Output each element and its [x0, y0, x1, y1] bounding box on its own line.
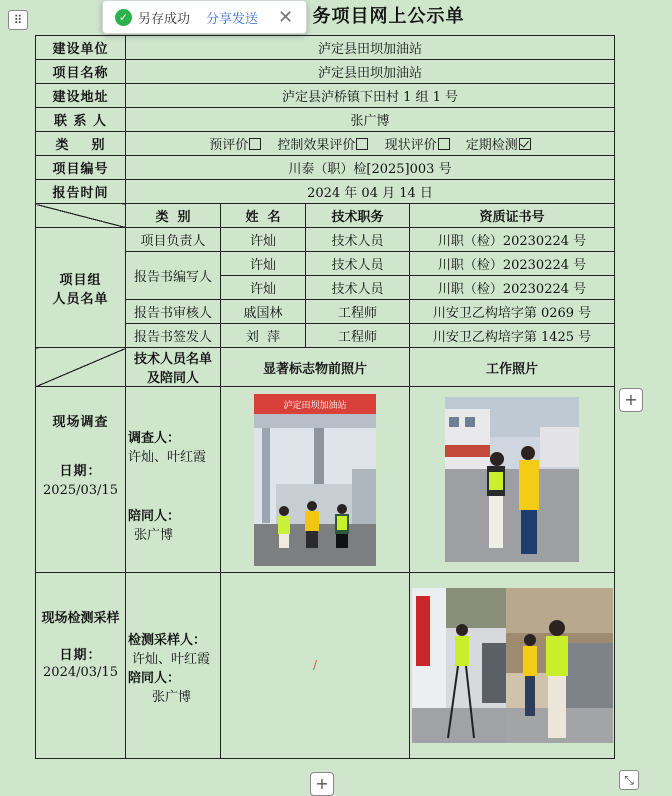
- companion-label: 陪同人：: [128, 509, 181, 524]
- work-photo: [445, 397, 579, 562]
- diagonal-cell: [36, 204, 126, 228]
- share-send-link[interactable]: 分享发送: [206, 11, 259, 27]
- header-line: 及陪同人: [146, 371, 199, 386]
- column-header: 姓 名: [221, 204, 306, 228]
- staff-title: 工程师: [306, 324, 410, 348]
- publicity-table: [35, 35, 615, 759]
- checkbox-unchecked-icon[interactable]: [356, 138, 368, 150]
- column-header: 技术职务: [306, 204, 410, 228]
- sampling-label-cell: [36, 573, 126, 759]
- companion-label: 陪同人：: [128, 671, 181, 686]
- info-value: 泸定县泸桥镇下田村 1 组 1 号: [126, 84, 615, 108]
- staff-cert: 川职（检）20230224 号: [410, 252, 615, 276]
- info-value: 张广博: [126, 108, 615, 132]
- empty-landmark-cell: [221, 573, 410, 759]
- category-options: [126, 132, 615, 156]
- companion-name: 张广博: [152, 690, 192, 705]
- staff-companion-header: [126, 348, 221, 387]
- info-label: 类 别: [36, 132, 126, 156]
- info-label: 报告时间: [36, 180, 126, 204]
- staff-role: 报告书编写人: [126, 252, 221, 300]
- checkbox-checked-icon[interactable]: [519, 138, 531, 150]
- checkbox-unchecked-icon[interactable]: [249, 138, 261, 150]
- staff-name: 许灿: [221, 276, 306, 300]
- survey-row: [36, 387, 615, 573]
- photo-header-row: [36, 348, 615, 387]
- staff-role: 报告书签发人: [126, 324, 221, 348]
- staff-cert: 川安卫乙构培字第 0269 号: [410, 300, 615, 324]
- info-row: [36, 156, 615, 180]
- info-row-category: [36, 132, 615, 156]
- info-value: 川泰（职）检[2025]003 号: [126, 156, 615, 180]
- info-row: [36, 180, 615, 204]
- check-circle-icon: ✓: [115, 9, 132, 26]
- staff-name: 许灿: [221, 228, 306, 252]
- staff-title: 技术人员: [306, 276, 410, 300]
- staff-title: 工程师: [306, 300, 410, 324]
- info-value: 泸定县田坝加油站: [126, 36, 615, 60]
- station-sign-text: 泸定田坝加油站: [283, 400, 347, 411]
- staff-role: 项目负责人: [126, 228, 221, 252]
- survey-label-cell: [36, 387, 126, 573]
- column-header: 类 别: [126, 204, 221, 228]
- group-label-line: 人员名单: [52, 291, 109, 307]
- work-photo-header: 工作照片: [410, 348, 615, 387]
- info-label: 建设地址: [36, 84, 126, 108]
- staff-title: 技术人员: [306, 252, 410, 276]
- staff-title: 技术人员: [306, 228, 410, 252]
- staff-cert: 川安卫乙构培字第 1425 号: [410, 324, 615, 348]
- gas-station-photo: [254, 394, 376, 566]
- info-row: [36, 108, 615, 132]
- diagonal-cell: [36, 348, 126, 387]
- survey-label: 现场调查: [52, 415, 109, 430]
- page-title: 务项目网上公示单: [312, 6, 465, 27]
- investigator-label: 调查人：: [128, 431, 181, 446]
- landmark-photo-header: 显著标志物前照片: [221, 348, 410, 387]
- info-row: [36, 84, 615, 108]
- toast-message: 另存成功: [138, 11, 191, 27]
- investigators: 许灿、叶红霞: [128, 450, 207, 465]
- option-label: 定期检测: [465, 138, 518, 153]
- checkbox-unchecked-icon[interactable]: [438, 138, 450, 150]
- staff-name: 戚国林: [221, 300, 306, 324]
- info-row: [36, 60, 615, 84]
- staff-cert: 川职（检）20230224 号: [410, 228, 615, 252]
- info-label: 联 系 人: [36, 108, 126, 132]
- survey-people-cell: [126, 387, 221, 573]
- work-photo-cell: [410, 387, 615, 573]
- stray-mark: /: [312, 658, 318, 672]
- add-row-button[interactable]: +: [310, 772, 334, 796]
- close-icon[interactable]: ✕: [278, 6, 294, 28]
- landmark-photo-cell: [221, 387, 410, 573]
- sampler-label: 检测采样人：: [128, 633, 207, 648]
- save-success-toast: [102, 0, 307, 34]
- staff-name: 许灿: [221, 252, 306, 276]
- info-label: 项目名称: [36, 60, 126, 84]
- sampling-label: 现场检测采样: [41, 611, 120, 626]
- option-label: 现状评价: [384, 138, 437, 153]
- table-move-handle-icon[interactable]: ⠿: [8, 10, 28, 30]
- sampling-date-label: 日期：: [59, 648, 102, 663]
- staff-name: 刘 萍: [221, 324, 306, 348]
- add-column-button[interactable]: +: [619, 388, 643, 412]
- companion-name: 张广博: [134, 528, 174, 543]
- sampling-photos: [412, 588, 613, 743]
- info-row: [36, 36, 615, 60]
- staff-row: [36, 228, 615, 252]
- staff-header-row: [36, 204, 615, 228]
- resize-handle-icon[interactable]: ⤡: [619, 770, 639, 790]
- staff-role: 报告书审核人: [126, 300, 221, 324]
- sampling-people-cell: [126, 573, 221, 759]
- sampling-photo-cell: [410, 573, 615, 759]
- info-label: 建设单位: [36, 36, 126, 60]
- survey-date: 2025/03/15: [43, 483, 118, 498]
- group-label-line: 项目组: [59, 272, 102, 288]
- info-label: 项目编号: [36, 156, 126, 180]
- staff-group-label: [36, 228, 126, 348]
- staff-cert: 川职（检）20230224 号: [410, 276, 615, 300]
- info-value: 泸定县田坝加油站: [126, 60, 615, 84]
- header-line: 技术人员名单: [133, 352, 212, 367]
- survey-date-label: 日期：: [59, 464, 102, 479]
- samplers: 许灿、叶红霞: [132, 652, 211, 667]
- info-value: 2024 年 04 月 14 日: [126, 180, 615, 204]
- option-label: 控制效果评价: [277, 138, 356, 153]
- sampling-date: 2024/03/15: [43, 665, 118, 680]
- option-label: 预评价: [209, 138, 249, 153]
- sampling-row: [36, 573, 615, 759]
- column-header: 资质证书号: [410, 204, 615, 228]
